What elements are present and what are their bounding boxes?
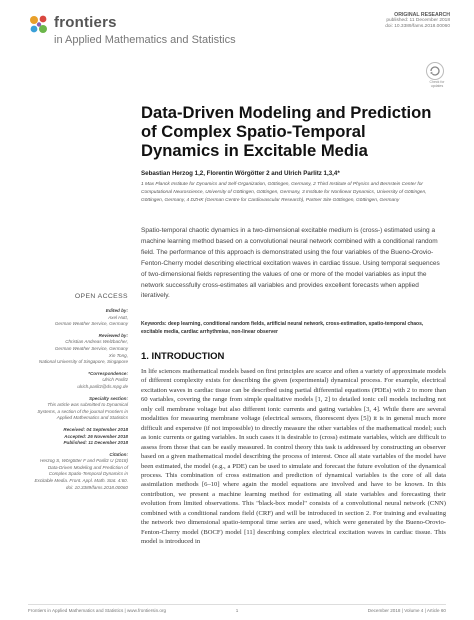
editor-affiliation: German Weather Service, Germany — [54, 321, 128, 327]
reviewer-1-affiliation: German Weather Service, Germany — [54, 345, 128, 351]
footer-journal[interactable]: Frontiers in Applied Mathematics and Statistics | www.frontiersin.org — [28, 608, 167, 613]
article-meta — [385, 12, 450, 31]
specialty-text: This article was submitted to Dynamical Systems, a section of the journal Frontiers in Applied Mathematics and Statistics — [37, 402, 128, 421]
citation-text: Herzog S, Wörgötter F and Parlitz U (2018) Data-Driven Modeling and Prediction of Complex Spatio-Temporal Dynamics in Excitable Media. Front. Appl. Math. Stat. 4:60. doi: 10.3389/fams.2018.00060 — [34, 458, 128, 490]
article-sidebar — [34, 308, 128, 491]
section-heading: 1. INTRODUCTION — [141, 351, 225, 362]
footer-volume: December 2018 | Volume 4 | Article 60 — [367, 608, 446, 613]
article-type: ORIGINAL RESEARCH — [394, 12, 450, 18]
author-list: Sebastian Herzog 1,2, Florentin Wörgötter 2 and Ulrich Parlitz 1,3,4* — [141, 170, 340, 177]
paper-title: Data-Driven Modeling and Prediction of Complex Spatio-Temporal Dynamics in Excitable Media — [141, 103, 432, 160]
check-updates-label[interactable]: Check for updates — [429, 80, 445, 88]
accepted-date: Accepted: 26 November 2018 — [64, 433, 128, 439]
keywords: Keywords: deep learning, conditional random fields, artificial neural network, cross-estimation, spatio-temporal chaos, excitable media, cardiac arrhythmias, non-linear observer — [141, 321, 424, 335]
abstract: Spatio-temporal chaotic dynamics in a two-dimensional excitable medium is (cross-) estimated using a machine learning method based on a convolutional neural network combined with a conditional random field. The performance of this approach is demonstrated using the four variables of the Bueno-Orovio-Fenton-Cherry model describing electrical excitation waves in cardiac tissue. Using temporal sequences of two-dimensional fields representing the values of one or more of the model variables as input the network successfully cross-estimates all variables and provides excellent forecasts when applied iteratively. — [141, 227, 440, 300]
published-date-sidebar: Published: 11 December 2018 — [63, 440, 128, 446]
reviewed-label: Reviewed by: — [98, 332, 128, 338]
edited-label: Edited by: — [105, 308, 128, 313]
journal-name: in Applied Mathematics and Statistics — [54, 34, 236, 46]
correspondence-email[interactable]: ulrich.parlitz@ds.mpg.de — [77, 383, 128, 389]
published-date: published: 11 December 2018 — [386, 18, 450, 24]
specialty-label: Specialty section: — [88, 395, 128, 401]
correspondence-label: *Correspondence: — [88, 370, 128, 376]
reviewer-1-name: Christian Andreas Welzbacher, — [65, 339, 128, 345]
editor-name: Axel Hutt, — [108, 314, 128, 320]
article-doi[interactable]: doi: 10.3389/fams.2018.00060 — [385, 24, 450, 30]
correspondence-name: Ulrich Parlitz — [102, 377, 128, 383]
reviewer-2-affiliation: National University of Singapore, Singapore — [38, 359, 128, 365]
introduction-text: In life sciences mathematical models based on first principles are scarce and often a variety of approximate models of different complexity exists for describing the given (experimental) dynamical process. For example, electrical excitation waves in cardiac tissue can be described using partial differential equations (PDEs) with 2 to more than 60 variables, covering the range from simple qualitative models [1, 2] to detailed ionic cell models including not only cell membrane voltage but also different ionic currents and gating variables [3, 4]. While there are several modalities for measuring membrane voltage (electrical sensors, fluorescent dyes [5]) it is in general much more difficult and expensive (if not impossible) to directly measure the other variables of the mathematical model; such as ionic currents or gating variables. In such cases it is desirable to (cross) estimate variables, which are difficult to assess from those that can be easily measured. In control theory this task is addressed by constructing an observer based on a given mathematical model describing the process of interest. Once all state variables of the model have been estimated, the model (e.g., a PDE) can be used to simulate and forecast the future evolution of the dynamical process. This combination of cross estimation and prediction of dynamical variables is the core of all data assimilation methods [6–10] where again the model equations are involved and have to be known. In this contribution, we present a machine learning method for estimating all state variables and forecasting their evolution from limited observations. This "black-box model" consists of a convolutional neural network (CNN) combined with a conditional random field (CRF) and will be introduced in section 2. For training and evaluating the network two dimensional spatio-temporal time series are used, which were generated by the Bueno-Orovio-Fenton-Cherry model (BOCF) model [11] describing complex electrical excitation waves in cardiac tissue. This model is introduced in — [141, 368, 446, 546]
journal-logo[interactable] — [28, 12, 236, 52]
check-updates-icon[interactable] — [426, 62, 444, 80]
open-access-label: OPEN ACCESS — [74, 293, 128, 300]
received-date: Received: 04 September 2018 — [63, 426, 128, 432]
page-footer — [28, 604, 446, 613]
publisher-name: frontiers — [54, 14, 117, 31]
reviewer-2-name: Xin Tong, — [108, 352, 128, 358]
affiliations: 1 Max Planck Institute for Dynamics and Self-Organization, Göttingen, Germany, 2 Third Institute of Physics and Bernstein Center for Computational Neuroscience, University of Göttingen, Göttingen, Germany, 3 Institute for Nonlinear Dynamics, University of Göttingen, Göttingen, Germany, 4 DZHK (German Centre for Cardiovascular Research), Partner Site Göttingen, Göttingen, Germany — [141, 182, 427, 204]
page-number: 1 — [235, 608, 239, 613]
citation-label: Citation: — [109, 451, 128, 457]
refresh-icon — [427, 63, 443, 79]
frontiers-logo-icon — [28, 14, 50, 36]
